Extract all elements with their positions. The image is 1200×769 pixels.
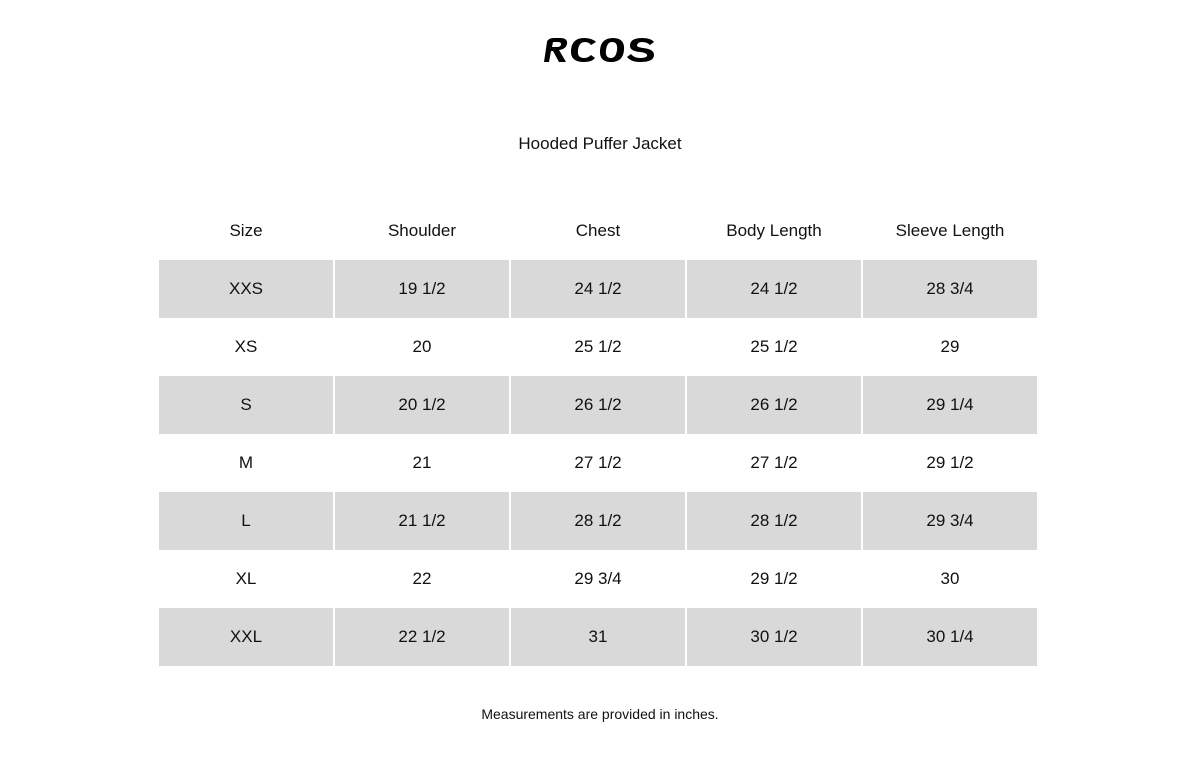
cell-sleeve-length: 29 1/4 — [863, 376, 1037, 434]
table-row — [159, 318, 1037, 376]
column-header-chest: Chest — [575, 221, 621, 240]
column-header-shoulder: Shoulder — [387, 221, 457, 240]
cell-chest: 25 1/2 — [574, 337, 622, 356]
product-title: Hooded Puffer Jacket — [518, 134, 682, 153]
cell-sleeve-length: 30 1/4 — [863, 608, 1037, 666]
cell-sleeve-length: 30 — [940, 569, 960, 588]
table-row — [159, 260, 1037, 318]
cell-shoulder: 21 1/2 — [335, 492, 509, 550]
measurement-footnote: Measurements are provided in inches. — [481, 706, 719, 722]
cell-body-length: 24 1/2 — [687, 260, 861, 318]
cell-shoulder: 20 — [412, 337, 432, 356]
cell-chest: 31 — [511, 608, 685, 666]
column-header-body-length: Body Length — [726, 221, 822, 240]
cell-chest: 28 1/2 — [511, 492, 685, 550]
column-header-sleeve-length: Sleeve Length — [895, 221, 1005, 240]
table-row — [159, 550, 1037, 608]
cell-shoulder: 19 1/2 — [335, 260, 509, 318]
cell-shoulder: 22 — [412, 569, 432, 588]
cell-size: S — [159, 376, 333, 434]
cell-body-length: 29 1/2 — [750, 569, 798, 588]
column-header-size: Size — [229, 221, 263, 240]
table-row — [159, 376, 1037, 434]
size-chart-table — [157, 202, 1039, 666]
cell-sleeve-length: 28 3/4 — [863, 260, 1037, 318]
cell-body-length: 27 1/2 — [750, 453, 798, 472]
cell-body-length: 28 1/2 — [687, 492, 861, 550]
cell-chest: 24 1/2 — [511, 260, 685, 318]
cell-size: M — [238, 453, 254, 472]
cell-shoulder: 21 — [412, 453, 432, 472]
cell-body-length: 25 1/2 — [750, 337, 798, 356]
table-row — [159, 608, 1037, 666]
cell-size: XXS — [159, 260, 333, 318]
cell-sleeve-length: 29 1/2 — [926, 453, 974, 472]
table-row — [159, 492, 1037, 550]
cell-shoulder: 20 1/2 — [335, 376, 509, 434]
rcos-logo-icon — [538, 26, 662, 76]
cell-size: L — [159, 492, 333, 550]
cell-body-length: 26 1/2 — [687, 376, 861, 434]
cell-size: XXL — [159, 608, 333, 666]
table-header-row — [159, 202, 1037, 260]
table-row — [159, 434, 1037, 492]
cell-size: XS — [234, 337, 258, 356]
cell-sleeve-length: 29 3/4 — [863, 492, 1037, 550]
cell-sleeve-length: 29 — [940, 337, 960, 356]
cell-size: XL — [235, 569, 257, 588]
brand-logo — [0, 26, 1200, 76]
cell-body-length: 30 1/2 — [687, 608, 861, 666]
cell-chest: 26 1/2 — [511, 376, 685, 434]
cell-chest: 27 1/2 — [574, 453, 622, 472]
cell-shoulder: 22 1/2 — [335, 608, 509, 666]
cell-chest: 29 3/4 — [574, 569, 622, 588]
